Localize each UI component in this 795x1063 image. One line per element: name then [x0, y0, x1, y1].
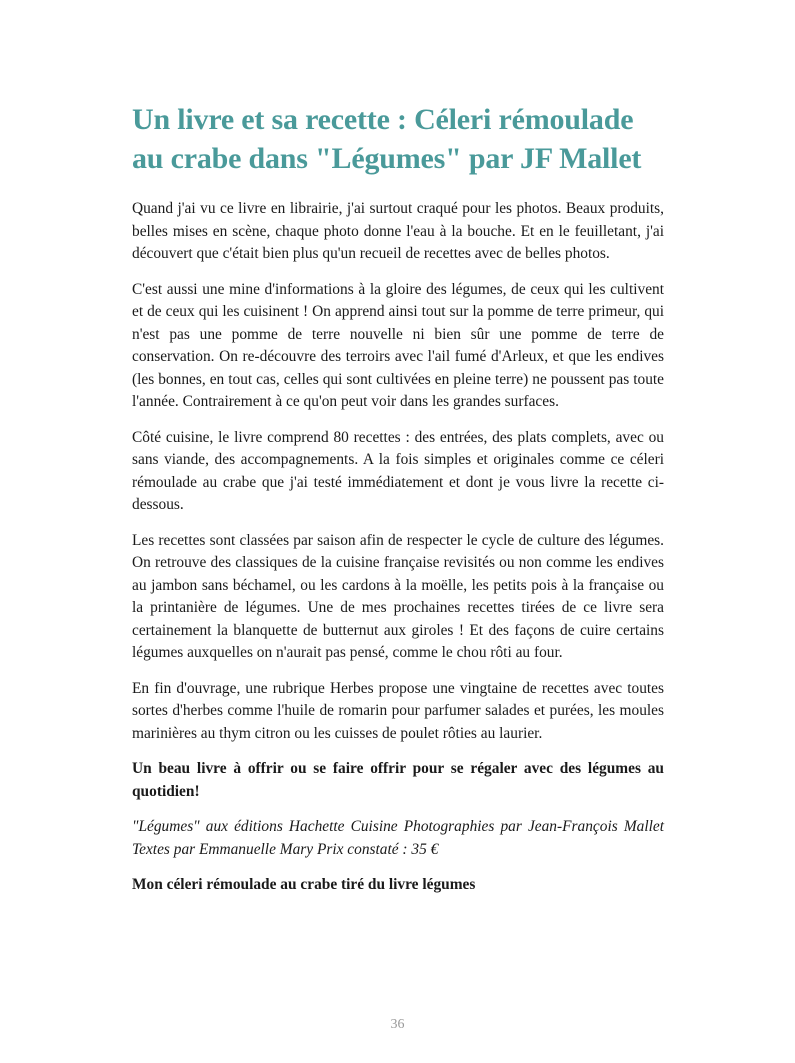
recipe-heading: Mon céleri rémoulade au crabe tiré du livre légumes — [132, 876, 476, 893]
book-credits: "Légumes" aux éditions Hachette Cuisine Photographies par Jean-François Mallet Textes par Emmanuelle Mary Prix constaté : 35 € — [132, 818, 664, 858]
article-title: Un livre et sa recette : Céleri rémoulade au crabe dans "Légumes" par JF Mallet — [132, 103, 642, 175]
paragraph-information: C'est aussi une mine d'informations à la gloire des légumes, de ceux qui les cultivent et de ceux qui les cuisinent ! On apprend ainsi tout sur la pomme de terre primeur, qui n'est pas une pomme de terre nouvelle ni bien sûr une pomme de terre de conservation. On re-découvre des terroirs avec l'ail fumé d'Arleux, et que les endives (les bonnes, en tout cas, celles qui sont cultivées en pleine terre) ne poussent pas toute l'année. Contrairement à ce qu'on peut voir dans les grandes surfaces. — [132, 280, 664, 410]
closing-recommendation: Un beau livre à offrir ou se faire offrir pour se régaler avec des légumes au quotidien! — [132, 760, 664, 800]
article — [132, 100, 664, 910]
paragraph-intro: Quand j'ai vu ce livre en librairie, j'ai surtout craqué pour les photos. Beaux produits, belles mises en scène, chaque photo donne l'eau à la bouche. Et en le feuilletant, j'ai découvert que c'était bien plus qu'un recueil de recettes avec de belles photos. — [132, 200, 664, 262]
paragraph-herbs: En fin d'ouvrage, une rubrique Herbes propose une vingtaine de recettes avec toutes sortes d'herbes comme l'huile de romarin pour parfumer salades et purées, les moules marinières au thym citron ou les cuisses de poulet rôties au laurier. — [132, 679, 664, 742]
page-number: 36 — [390, 1017, 405, 1032]
paragraph-cuisine: Côté cuisine, le livre comprend 80 recettes : des entrées, des plats complets, avec ou sans viande, des accompagnements. A la fois simples et originales comme ce céleri rémoulade au crabe que j'ai testé immédiatement et dont je vous livre la recette ci-dessous. — [132, 428, 664, 513]
paragraph-seasons: Les recettes sont classées par saison afin de respecter le cycle de culture des légumes. On retrouve des classiques de la cuisine française revisités ou non comme les endives au jambon sans béchamel, ou les cardons à la moëlle, les petits pois à la française ou la printanière de légumes. Une de mes prochaines recettes tirées de ce livre sera certainement la blanquette de butternut aux giroles ! Et des façons de cuire certains légumes auxquelles on n'aurait pas pensé, comme le chou rôti au four. — [132, 531, 664, 661]
